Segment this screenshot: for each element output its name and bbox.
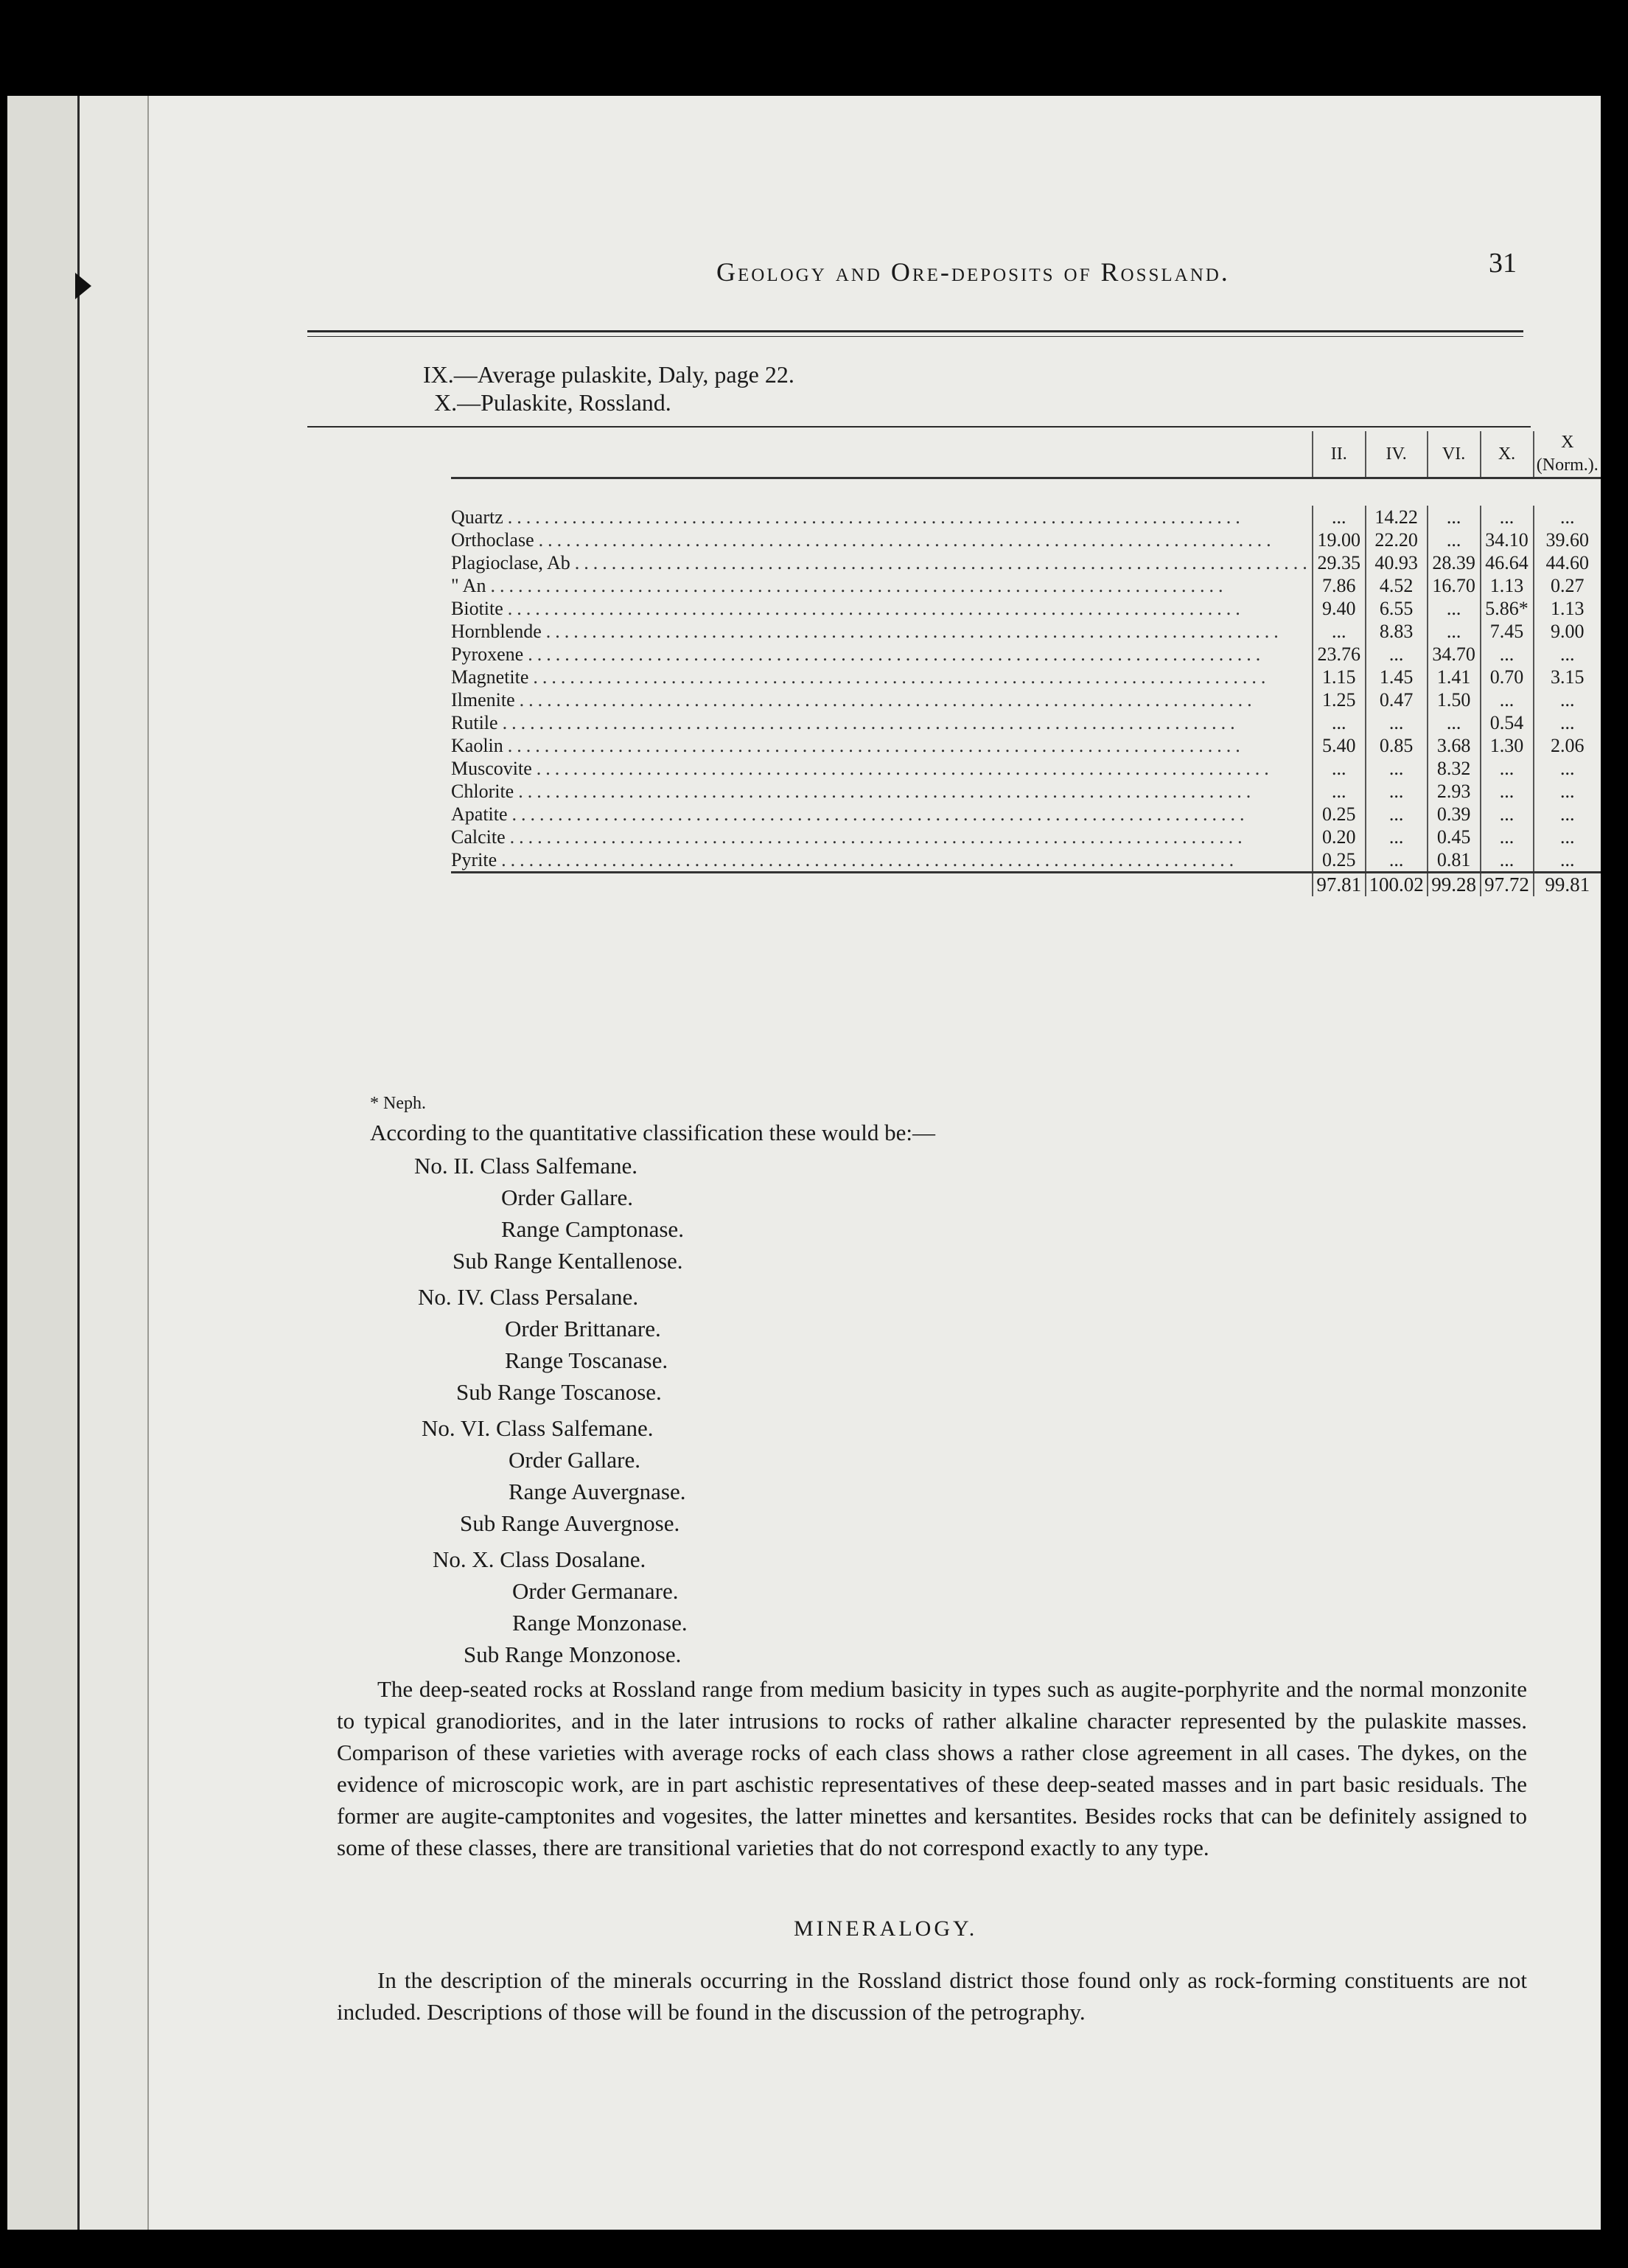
cell-value: ... <box>1428 506 1481 528</box>
cell-value: 0.85 <box>1366 734 1428 757</box>
mineral-name: Magnetite ................................................................................ <box>451 666 1271 688</box>
table-row <box>451 574 1601 597</box>
cell-value: ... <box>1313 711 1366 734</box>
cell-value: 14.22 <box>1366 506 1428 528</box>
class-range: Range Monzonase. <box>512 1610 688 1636</box>
cell-value: 1.13 <box>1534 597 1601 620</box>
cell-value: ... <box>1481 848 1534 873</box>
cell-value: ... <box>1481 803 1534 826</box>
mineral-name: Quartz ................................................................................ <box>451 506 1245 528</box>
col-header-x-norm: X (Norm.). <box>1534 431 1601 478</box>
class-order: Order Germanare. <box>512 1578 679 1604</box>
cell-value: ... <box>1481 506 1534 528</box>
cell-value: 16.70 <box>1428 574 1481 597</box>
cell-value: 8.83 <box>1366 620 1428 643</box>
cell-value: ... <box>1313 780 1366 803</box>
col-header-iv: IV. <box>1366 431 1428 478</box>
cell-value: ... <box>1428 528 1481 551</box>
section-heading-mineralogy: MINERALOGY. <box>794 1916 978 1941</box>
legend-line-ix: IX.—Average pulaskite, Daly, page 22. <box>423 361 794 388</box>
cell-value: 0.27 <box>1534 574 1601 597</box>
cell-value: 29.35 <box>1313 551 1366 574</box>
class-sub: Sub Range Monzonose. <box>464 1641 682 1667</box>
table-top-rule <box>307 426 1531 428</box>
table-row <box>451 803 1601 826</box>
class-order: Order Gallare. <box>509 1447 641 1473</box>
header-rule <box>307 330 1523 332</box>
mineral-name: Biotite ................................................................................ <box>451 598 1245 619</box>
cell-value: ... <box>1366 826 1428 848</box>
cell-value: ... <box>1534 506 1601 528</box>
cell-value: ... <box>1481 643 1534 666</box>
cell-value: 1.15 <box>1313 666 1366 688</box>
table-row <box>451 734 1601 757</box>
class-sub: Sub Range Toscanose. <box>456 1379 662 1405</box>
cell-value: 22.20 <box>1366 528 1428 551</box>
binding-mark <box>75 273 91 299</box>
table-row <box>451 666 1601 688</box>
mineral-name: Orthoclase ................................................................................ <box>451 529 1276 551</box>
cell-value: ... <box>1366 711 1428 734</box>
cell-value: 1.50 <box>1428 688 1481 711</box>
class-order: Order Brittanare. <box>505 1316 661 1341</box>
table-row <box>451 597 1601 620</box>
cell-value: 1.45 <box>1366 666 1428 688</box>
cell-value: 28.39 <box>1428 551 1481 574</box>
totals-row <box>451 873 1601 897</box>
cell-value: ... <box>1428 597 1481 620</box>
header-blank <box>451 431 1313 478</box>
cell-value: 7.86 <box>1313 574 1366 597</box>
cell-value: 0.54 <box>1481 711 1534 734</box>
class-range: Range Camptonase. <box>501 1216 684 1242</box>
cell-value: ... <box>1366 757 1428 780</box>
class-no: No. II. <box>414 1153 475 1179</box>
cell-value: 3.68 <box>1428 734 1481 757</box>
class-no: No. X. <box>433 1546 495 1572</box>
paragraph-deep-seated-rocks: The deep-seated rocks at Rossland range from medium basicity in types such as augite-porphyrite and the normal monzonite to typical granodiorites, and in the later intrusions to rocks of rather alkaline character represented by the pulaskite masses. Comparison of these varieties with average rocks of each class shows a rather close agreement in all cases. The dykes, on the evidence of microscopic work, are in part aschistic representatives of these deep-seated masses and in part basic residuals. The former are augite-camptonites and vogesites, the latter minettes and kersantites. Besides rocks that can be definitely assigned to some of these classes, there are transitional varieties that do not correspond exactly to any type. <box>337 1676 1527 1860</box>
table-header-row <box>451 431 1601 478</box>
cell-value: ... <box>1534 826 1601 848</box>
mineral-name: Calcite ................................................................................ <box>451 826 1247 848</box>
class-no: No. VI. <box>422 1415 491 1441</box>
col-header-x: X. <box>1481 431 1534 478</box>
table-row <box>451 848 1601 873</box>
class-order: Order Gallare. <box>501 1184 634 1210</box>
class-name: Class Dosalane. <box>500 1546 646 1572</box>
total-ii: 97.81 <box>1313 873 1366 897</box>
cell-value: 44.60 <box>1534 551 1601 574</box>
cell-value: 40.93 <box>1366 551 1428 574</box>
cell-value: ... <box>1481 780 1534 803</box>
cell-value: 0.39 <box>1428 803 1481 826</box>
table-row <box>451 620 1601 643</box>
cell-value: ... <box>1428 711 1481 734</box>
class-range: Range Toscanase. <box>505 1347 668 1373</box>
cell-value: ... <box>1534 780 1601 803</box>
mineral-name: Rutile ................................................................................ <box>451 712 1240 733</box>
cell-value: 6.55 <box>1366 597 1428 620</box>
cell-value: 5.86* <box>1481 597 1534 620</box>
class-sub: Sub Range Auvergnose. <box>460 1510 680 1536</box>
cell-value: ... <box>1534 688 1601 711</box>
table-body <box>451 506 1601 873</box>
cell-value: 0.25 <box>1313 803 1366 826</box>
mineral-name: Pyroxene ................................................................................ <box>451 643 1265 665</box>
cell-value: 0.20 <box>1313 826 1366 848</box>
classification-iv <box>418 1281 668 1408</box>
mineral-name: Hornblende ................................................................................ <box>451 621 1283 642</box>
cell-value: ... <box>1534 848 1601 873</box>
mineral-name: Kaolin ................................................................................ <box>451 735 1245 756</box>
mineral-name: Muscovite ................................................................................ <box>451 758 1274 779</box>
classification-ii <box>414 1150 684 1277</box>
cell-value: 0.45 <box>1428 826 1481 848</box>
cell-value: 2.93 <box>1428 780 1481 803</box>
table-row <box>451 780 1601 803</box>
cell-value: 9.40 <box>1313 597 1366 620</box>
cell-value: ... <box>1534 803 1601 826</box>
col-header-vi: VI. <box>1428 431 1481 478</box>
classification-intro: According to the quantitative classification these would be:— <box>370 1120 936 1145</box>
class-name: Class Persalane. <box>489 1284 639 1310</box>
cell-value: 0.25 <box>1313 848 1366 873</box>
footnote: * Neph. <box>370 1094 426 1113</box>
table-row <box>451 688 1601 711</box>
mineral-name: " An ................................................................................ <box>451 575 1228 596</box>
cell-value: 34.10 <box>1481 528 1534 551</box>
class-sub: Sub Range Kentallenose. <box>453 1248 683 1274</box>
mineral-name: Apatite ................................................................................ <box>451 803 1249 825</box>
mineral-name: Plagioclase, Ab ................................................................................ <box>451 552 1312 573</box>
cell-value: 0.70 <box>1481 666 1534 688</box>
cell-value: 1.25 <box>1313 688 1366 711</box>
total-iv: 100.02 <box>1366 873 1428 897</box>
cell-value: ... <box>1534 643 1601 666</box>
cell-value: ... <box>1481 757 1534 780</box>
table-row <box>451 711 1601 734</box>
cell-value: 1.13 <box>1481 574 1534 597</box>
cell-value: 1.30 <box>1481 734 1534 757</box>
paragraph-mineralogy: In the description of the minerals occurring in the Rossland district those found only as rock-forming constituents are not included. Descriptions of those will be found in the discussion of the petrography. <box>337 1967 1527 2025</box>
book-page <box>147 96 1601 2230</box>
total-x: 97.72 <box>1481 873 1534 897</box>
cell-value: ... <box>1366 848 1428 873</box>
mineral-name: Chlorite ................................................................................ <box>451 781 1256 802</box>
cell-value: 8.32 <box>1428 757 1481 780</box>
cell-value: ... <box>1481 826 1534 848</box>
table-row <box>451 551 1601 574</box>
cell-value: ... <box>1313 620 1366 643</box>
cell-value: ... <box>1534 711 1601 734</box>
cell-value: ... <box>1313 506 1366 528</box>
cell-value: 39.60 <box>1534 528 1601 551</box>
class-no: No. IV. <box>418 1284 484 1310</box>
table-row <box>451 506 1601 528</box>
cell-value: ... <box>1481 688 1534 711</box>
table-row <box>451 643 1601 666</box>
running-title: Geology and Ore-deposits of Rossland. <box>716 257 1230 287</box>
class-name: Class Salfemane. <box>496 1415 654 1441</box>
cell-value: 23.76 <box>1313 643 1366 666</box>
class-range: Range Auvergnase. <box>509 1479 686 1504</box>
table-row <box>451 528 1601 551</box>
cell-value: 1.41 <box>1428 666 1481 688</box>
classification-vi <box>422 1412 685 1539</box>
cell-value: ... <box>1366 643 1428 666</box>
cell-value: ... <box>1534 757 1601 780</box>
cell-value: 3.15 <box>1534 666 1601 688</box>
page-number: 31 <box>1489 248 1517 279</box>
facing-page-edge <box>7 96 80 2230</box>
cell-value: 2.06 <box>1534 734 1601 757</box>
total-vi: 99.28 <box>1428 873 1481 897</box>
cell-value: 7.45 <box>1481 620 1534 643</box>
cell-value: 19.00 <box>1313 528 1366 551</box>
cell-value: ... <box>1366 780 1428 803</box>
total-x-norm: 99.81 <box>1534 873 1601 897</box>
col-header-ii: II. <box>1313 431 1366 478</box>
cell-value: 0.81 <box>1428 848 1481 873</box>
cell-value: ... <box>1366 803 1428 826</box>
mineral-table <box>451 431 1601 896</box>
cell-value: 5.40 <box>1313 734 1366 757</box>
page-photo <box>7 96 1599 2230</box>
table-row <box>451 757 1601 780</box>
cell-value: 4.52 <box>1366 574 1428 597</box>
cell-value: 34.70 <box>1428 643 1481 666</box>
mineral-name: Pyrite ................................................................................ <box>451 849 1239 870</box>
cell-value: 9.00 <box>1534 620 1601 643</box>
classification-x <box>433 1543 688 1670</box>
header-rule-thin <box>307 336 1523 337</box>
mineral-name: Ilmenite ................................................................................ <box>451 689 1257 711</box>
cell-value: 46.64 <box>1481 551 1534 574</box>
legend-line-x: X.—Pulaskite, Rossland. <box>434 389 671 416</box>
table-row <box>451 826 1601 848</box>
cell-value: 0.47 <box>1366 688 1428 711</box>
cell-value: ... <box>1428 620 1481 643</box>
class-name: Class Salfemane. <box>480 1153 638 1179</box>
cell-value: ... <box>1313 757 1366 780</box>
